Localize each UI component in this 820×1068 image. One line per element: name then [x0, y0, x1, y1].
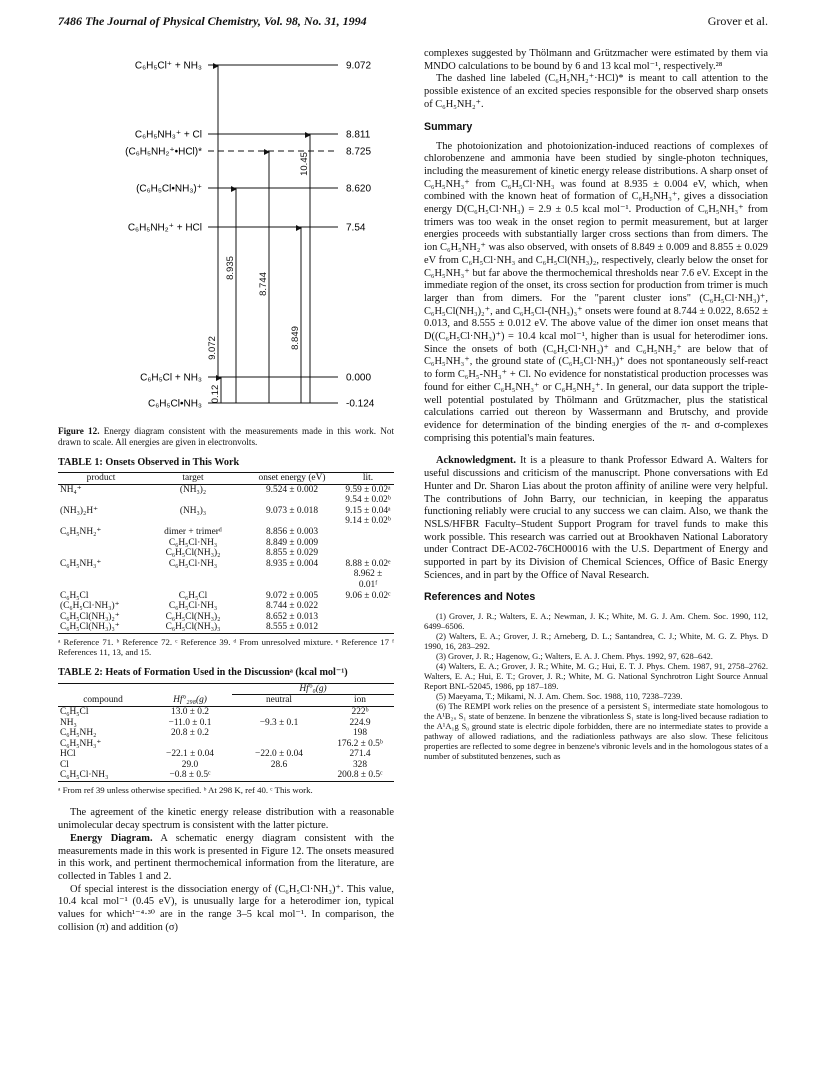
figure-12-text: Energy diagram consistent with the measurements made in this work. Not drawn to scale. All energies are given in electronvolts.	[58, 426, 394, 447]
table-2-cell: 29.0	[181, 759, 199, 770]
table-1-cell: 9.06 ± 0.02ᶜ	[345, 590, 391, 601]
table-1-cell: 9.072 ± 0.005	[265, 590, 319, 601]
table-1-cell	[342, 538, 394, 549]
figure-12-label: Figure 12.	[58, 426, 100, 436]
energy-diagram	[58, 48, 394, 424]
table-1-cell: C₆H₅Cl(NH₃)₃	[144, 622, 242, 633]
table-2-row	[58, 728, 394, 739]
table-1-cell: 8.935 ± 0.004	[265, 558, 319, 569]
reference-item: (3) Grover, J. R.; Hagenow, G.; Walters, E. A. J. Chem. Phys. 1992, 97, 628–642.	[436, 651, 713, 662]
table-1-cell: 8.555 ± 0.012	[242, 622, 342, 633]
body-paragraph: The dashed line labeled (C₆H₅NH₂⁺·HCl)* is meant to call attention to the possible existence of an excited species responsible for the observed sharp onsets of C₆H₅NH₂⁺.	[424, 73, 768, 110]
table-1-cell: C₆H₅NH₂⁺	[60, 526, 102, 537]
table-1-header: lit.	[362, 473, 374, 483]
table-1-cell	[242, 495, 342, 506]
energy-level-value: 7.54	[346, 222, 366, 234]
table-1-cell: 9.14 ± 0.02ᵇ	[345, 516, 391, 527]
summary-heading: Summary	[424, 120, 473, 133]
table-2-cell: 28.6	[270, 759, 288, 770]
table-1-cell	[58, 548, 144, 559]
right-column	[424, 48, 768, 761]
table-2-cell: −11.0 ± 0.1	[168, 717, 212, 728]
table-1-cell: 8.855 ± 0.029	[265, 548, 319, 559]
table-2-cell: 271.4	[349, 749, 371, 760]
table-1-cell: 8.744 ± 0.022	[265, 601, 319, 612]
table-1-header: onset energy (eV)	[258, 473, 326, 483]
running-header	[58, 14, 768, 32]
table-2-cell: −9.3 ± 0.1	[259, 717, 299, 728]
table-2-cell	[148, 739, 232, 750]
table-1-cell: C₆H₅Cl	[60, 590, 89, 601]
table-2-cell: −22.0 ± 0.04	[255, 749, 303, 760]
table-1-cell	[242, 569, 342, 590]
table-1-cell: 8.652 ± 0.013	[265, 611, 319, 622]
table-1-cell	[144, 516, 242, 527]
summary-paragraph: The photoionization and photoionization-induced reactions of complexes of chlorobenzene and ammonia have been studied by single-photon techniques, including the measurement of kinetic energy release distributions. A sharp onset of C₆H₅NH₃⁺ from C₆H₅Cl·NH₃ was found at 8.935 ± 0.004 eV, which, when combined with the known heat of formation of C₆H₅NH₃⁺, gives a dissociation energy D(C₆H₅Cl·NH₃) = 2.9 ± 0.5 kcal mol⁻¹. Production of C₆H₅NH₃⁺ from trimers was too weak in the onset region to permit measurement, but at larger energies proceeds with substantially larger cross sections than from dimers. The ion C₆H₅NH₂⁺ was also observed, with onsets of 8.849 ± 0.009 and 8.855 ± 0.029 eV from C₆H₅Cl·NH₃ and C₆H₅Cl(NH₃)₂, respectively, clearly below the onset for C₆H₅NH₃⁺ but far above the thermochemical thresholds near 7.6 eV. Except in the immediate region of the onset, its cross section for production from trimer is much larger than from dimers. For the "parent cluster ions" (C₆H₅Cl·NH₃)⁺, C₆H₅Cl(NH₃)₂⁺, and C₆H₅Cl-(NH₃)₃⁺ onsets were found at 8.744 ± 0.022, 8.652 ± 0.013, and 8.555 ± 0.012 eV. The above value of the dimer ion onset means that D((C₆H₅Cl·NH₃)⁺) = 10.4 kcal mol⁻¹, higher than is usual for heterodimer ions. Since the onsets of both (C₆H₅Cl·NH₃)⁺ and C₆H₅NH₂⁺ are below that of C₆H₅NH₃⁺, the ground state of (C₆H₅Cl·NH₃)⁺ does not spontaneously self-react to form C₆H₅-NH₃⁺ + Cl. No evidence for nonstatistical production processes was found for either C₆H₅NH₃⁺ or C₆H₅NH₂⁺. In general, our data support the triple-well potential postulated by Thölmann and Grützmacher, plus the statistical calculations carried out thereon by Wassermann and Brutschy, and provide evidence for determination of the binding energies of the π- and σ-complexes comprising this potential's main features.	[424, 140, 768, 444]
energy-arrow-label: 0.12	[210, 384, 221, 404]
table-1-cell: 8.962 ± 0.01ᶠ	[353, 569, 383, 590]
energy-level-label: C₆H₅NH₂⁺ + HCl	[127, 222, 202, 234]
table-2-cell: 20.8 ± 0.2	[171, 728, 209, 739]
table-2-row	[58, 760, 394, 771]
reference-item: (4) Walters, E. A.; Grover, J. R.; White, M. G.; Hui, E. T. J. Phys. Chem. 1987, 91, 2758–2762. Walters, E. A.; Hui, E. T.; Grover, J. R.; White, M. G. National Synchrotron Light Source Annual Report BNL-52045, 1986, pp 187–189.	[424, 661, 768, 692]
table-2-cell: 198	[352, 728, 368, 739]
energy-level-label: C₆H₅Cl•NH₃	[148, 398, 202, 410]
table-1-cell	[144, 495, 242, 506]
table-1-row	[58, 495, 394, 506]
energy-level-value: 0.000	[346, 372, 372, 384]
table-2-row	[58, 718, 394, 729]
table-1-cell	[58, 495, 144, 506]
table-1-cell: C₆H₅Cl(NH₃)₂⁺	[60, 611, 120, 622]
table-2-cell: 13.0 ± 0.2	[171, 706, 209, 717]
reference-item: (1) Grover, J. R.; Walters, E. A.; Newman, J. K.; White, M. G. J. Am. Chem. Soc. 1990, 112, 6499–6506.	[424, 611, 768, 632]
table-1-row	[58, 484, 394, 495]
body-paragraph: Of special interest is the dissociation energy of (C₆H₅Cl·NH₃)⁺. This value, 10.4 kcal mol⁻¹ (0.45 eV), is unusually large for a heterodimer ion, typical values for which¹⁻⁴·³⁰ are in the range 3–5 kcal mol⁻¹. In comparison, the collision (π) and addition (σ)	[58, 883, 394, 933]
table-1-cell: C₆H₅Cl(NH₃)₂	[165, 548, 221, 559]
left-column	[58, 48, 394, 935]
table-1-row	[58, 527, 394, 538]
reference-item: (2) Walters, E. A.; Grover, J. R.; Arneberg, D. L.; Santandrea, C. J.; White, M. G. Z. Phys. D 1990, 16, 283–292.	[424, 631, 768, 652]
table-1-cell: C₆H₅NH₃⁺	[60, 558, 102, 569]
reference-item: (6) The REMPI work relies on the presence of a persistent S₁ intermediate state homologous to the A¹B₂ᵤ S₁ state of benzene. In benzene the vibrationless S₁ state is long-lived because radiation to the A¹A₁g S₀ ground state is electric dipole forbidden, there are no intermediate states to provide a pathway of allowed radiations, and the radiationless pathways are also slow. These felicitous properties are reflected to some degree in benzene's vibronic levels and in the homologous states of a number of substituted benzenes, such as	[424, 701, 768, 762]
table-1-cell: 9.59 ± 0.02ᵃ	[345, 484, 391, 495]
table-1-row	[58, 601, 394, 612]
energy-level-label: (C₆H₅Cl•NH₃)⁺	[136, 183, 202, 195]
table-1-cell	[242, 516, 342, 527]
run-in-heading: Energy Diagram.	[70, 832, 153, 844]
table-1-row	[58, 612, 394, 623]
table-1-cell: C₆H₅Cl·NH₃	[168, 558, 218, 569]
table-2-cell: 200.8 ± 0.5ᶜ	[326, 770, 394, 781]
table-2-row	[58, 739, 394, 750]
table-2-cell: −0.8 ± 0.5ᶜ	[148, 770, 232, 781]
table-1-cell: 8.88 ± 0.02ᵉ	[345, 558, 391, 569]
table-1-cell: C₆H₅Cl·NH₃	[168, 537, 218, 548]
table-1-cell	[342, 548, 394, 559]
energy-arrow-label: 9.072	[207, 336, 218, 360]
table-2-cell	[232, 739, 326, 750]
table-2-cell	[232, 770, 326, 781]
energy-level-label: C₆H₅Cl⁺ + NH₃	[134, 60, 202, 72]
table-1-header: product	[86, 473, 116, 483]
table-1-cell	[342, 612, 394, 623]
energy-level-label: (C₆H₅NH₂⁺•HCl)*	[125, 146, 202, 158]
table-2-cell: C₆H₅Cl	[60, 706, 89, 717]
table-1	[58, 472, 394, 634]
table-2-group-row	[58, 683, 394, 695]
table-1-cell: 8.856 ± 0.003	[265, 526, 319, 537]
table-1-cell: 9.15 ± 0.04ᵃ	[345, 505, 391, 516]
table-1-header-row	[58, 473, 394, 485]
table-2	[58, 683, 394, 782]
body-paragraph: The agreement of the kinetic energy release distribution with a reasonable unimolecular decay spectrum is consistent with the latter picture.	[58, 807, 394, 832]
energy-arrow-label: 8.849	[290, 326, 301, 350]
acknowledgment-paragraph: Acknowledgment. It is a pleasure to thank Professor Edward A. Walters for useful discussions and criticism of the manuscript. Phone conversations with Ed Hunter and Dr. Sharon Lias about the proton affinity of aniline were very helpful. The contributions of John Barry, our technician, in keeping the apparatus functioning reliably were crucial to any success we can claim. Also, we thank the NSLS/HFBR Faculty–Student Support Program for travel funds to make this work possible. This research was carried out at Brookhaven National Laboratory under Contract DE-AC02-76CH00016 with the U.S. Department of Energy and supported in part by its Division of Chemical Sciences, Office of Basic Energy Sciences, and in part by the Office of Naval Research.	[424, 455, 768, 581]
energy-arrow-label: 10.45	[299, 152, 310, 176]
table-2-row	[58, 770, 394, 781]
table-2-cell: 224.9	[349, 717, 371, 728]
energy-level-label: C₆H₅Cl + NH₃	[140, 372, 202, 384]
table-2-cell: −22.1 ± 0.04	[166, 749, 214, 760]
table-2-header: compound	[83, 694, 123, 705]
table-2-header: ion	[354, 695, 366, 706]
table-1-cell	[58, 538, 144, 549]
table-1-row	[58, 506, 394, 517]
table-2-cell	[232, 728, 326, 739]
table-1-row	[58, 591, 394, 602]
table-2-cell: C₆H₅NH₃⁺	[60, 738, 102, 749]
table-2-cell: C₆H₅Cl·NH₃	[58, 770, 148, 781]
energy-level-value: -0.124	[346, 398, 375, 410]
table-1-cell: 9.524 ± 0.002	[265, 484, 319, 495]
table-1-footnote: ᵃ Reference 71. ᵇ Reference 72. ᶜ Reference 39. ᵈ From unresolved mixture. ᵉ Reference 17 ᶠ References 11, 13, and 15.	[58, 636, 394, 658]
journal-citation: 7486 The Journal of Physical Chemistry, Vol. 98, No. 31, 1994	[58, 14, 367, 28]
table-2-cell: 176.2 ± 0.5ᵇ	[337, 738, 383, 749]
energy-level-value: 9.072	[346, 60, 372, 72]
table-1-row	[58, 548, 394, 559]
table-1-row	[58, 622, 394, 633]
table-2-header-row	[58, 695, 394, 707]
table-2-header: neutral	[265, 695, 293, 706]
table-1-cell: 9.54 ± 0.02ᵇ	[345, 495, 391, 506]
table-2-row	[58, 749, 394, 760]
references-heading: References and Notes	[424, 591, 536, 604]
table-2-cell	[232, 706, 326, 717]
table-1-cell	[342, 622, 394, 633]
table-1-cell: C₆H₅Cl·NH₃	[168, 601, 218, 612]
table-2-cell: HCl	[60, 749, 76, 760]
table-1-cell	[342, 527, 394, 538]
table-2-group-header: Hf°₀(g)	[232, 683, 394, 695]
table-1-row	[58, 516, 394, 527]
table-2-row	[58, 706, 394, 717]
table-1-row	[58, 538, 394, 549]
table-1-row	[58, 569, 394, 590]
table-1-title: TABLE 1: Onsets Observed in This Work	[58, 457, 240, 468]
table-1-cell: C₆H₅Cl(NH₃)₃⁺	[58, 622, 144, 633]
body-paragraph: Energy Diagram. A schematic energy diagram consistent with the measurements made in this work is presented in Figure 12. The onsets measured in this work, and pertinent thermochemical information from the literature, are collected in Tables 1 and 2.	[58, 832, 395, 882]
figure-12-caption	[58, 426, 394, 448]
table-1-cell: (NH₃)₃	[179, 505, 207, 516]
author-header: Grover et al.	[707, 14, 768, 28]
energy-level-label: C₆H₅NH₃⁺ + Cl	[134, 129, 202, 141]
table-2-cell: 328	[352, 759, 368, 770]
table-1-cell: 9.073 ± 0.018	[265, 505, 319, 516]
table-1-cell: (NH₃)₂	[179, 484, 207, 495]
run-in-heading: Acknowledgment.	[436, 455, 516, 467]
energy-arrow-label: 8.744	[258, 272, 269, 296]
table-1-cell	[342, 601, 394, 612]
energy-level-value: 8.725	[346, 146, 372, 158]
table-2-cell: NH₃	[60, 717, 77, 728]
table-1-cell: 8.849 ± 0.009	[265, 537, 319, 548]
energy-level-value: 8.620	[346, 183, 372, 195]
table-1-cell	[144, 569, 242, 590]
energy-level-value: 8.811	[346, 129, 371, 141]
table-2-title: TABLE 2: Heats of Formation Used in the Discussionᵃ (kcal mol⁻¹)	[58, 666, 348, 678]
table-1-cell	[58, 569, 144, 590]
table-2-cell: Cl	[60, 759, 69, 770]
energy-arrow-label: 8.935	[225, 256, 236, 280]
table-1-header: target	[182, 473, 204, 483]
table-2-footnote: ᵃ From ref 39 unless otherwise specified. ᵇ At 298 K, ref 40. ᶜ This work.	[58, 785, 313, 796]
table-1-cell: NH₄⁺	[60, 484, 82, 495]
table-1-cell: C₆H₅Cl(NH₃)₂	[165, 611, 221, 622]
table-1-cell: (NH₃)₂H⁺	[60, 505, 99, 516]
reference-item: (5) Maeyama, T.; Mikami, N. J. Am. Chem. Soc. 1988, 110, 7238–7239.	[436, 691, 683, 702]
reference-list	[424, 611, 768, 761]
table-1-cell: (C₆H₅Cl·NH₃)⁺	[60, 601, 120, 612]
table-1-cell: C₆H₅Cl	[178, 590, 208, 601]
table-1-row	[58, 559, 394, 570]
table-2-cell: 222ᵇ	[351, 706, 369, 717]
body-paragraph: complexes suggested by Thölmann and Grützmacher were estimated by them via MNDO calculations to be bound by 6 and 13 kcal mol⁻¹, respectively.²⁸	[424, 48, 768, 72]
table-1-cell	[58, 516, 144, 527]
table-1-cell: dimer + trimerᵈ	[164, 526, 222, 537]
table-2-cell: C₆H₅NH₂	[60, 728, 97, 739]
table-2-header: Hf°₂₉₈(g)	[173, 694, 207, 705]
